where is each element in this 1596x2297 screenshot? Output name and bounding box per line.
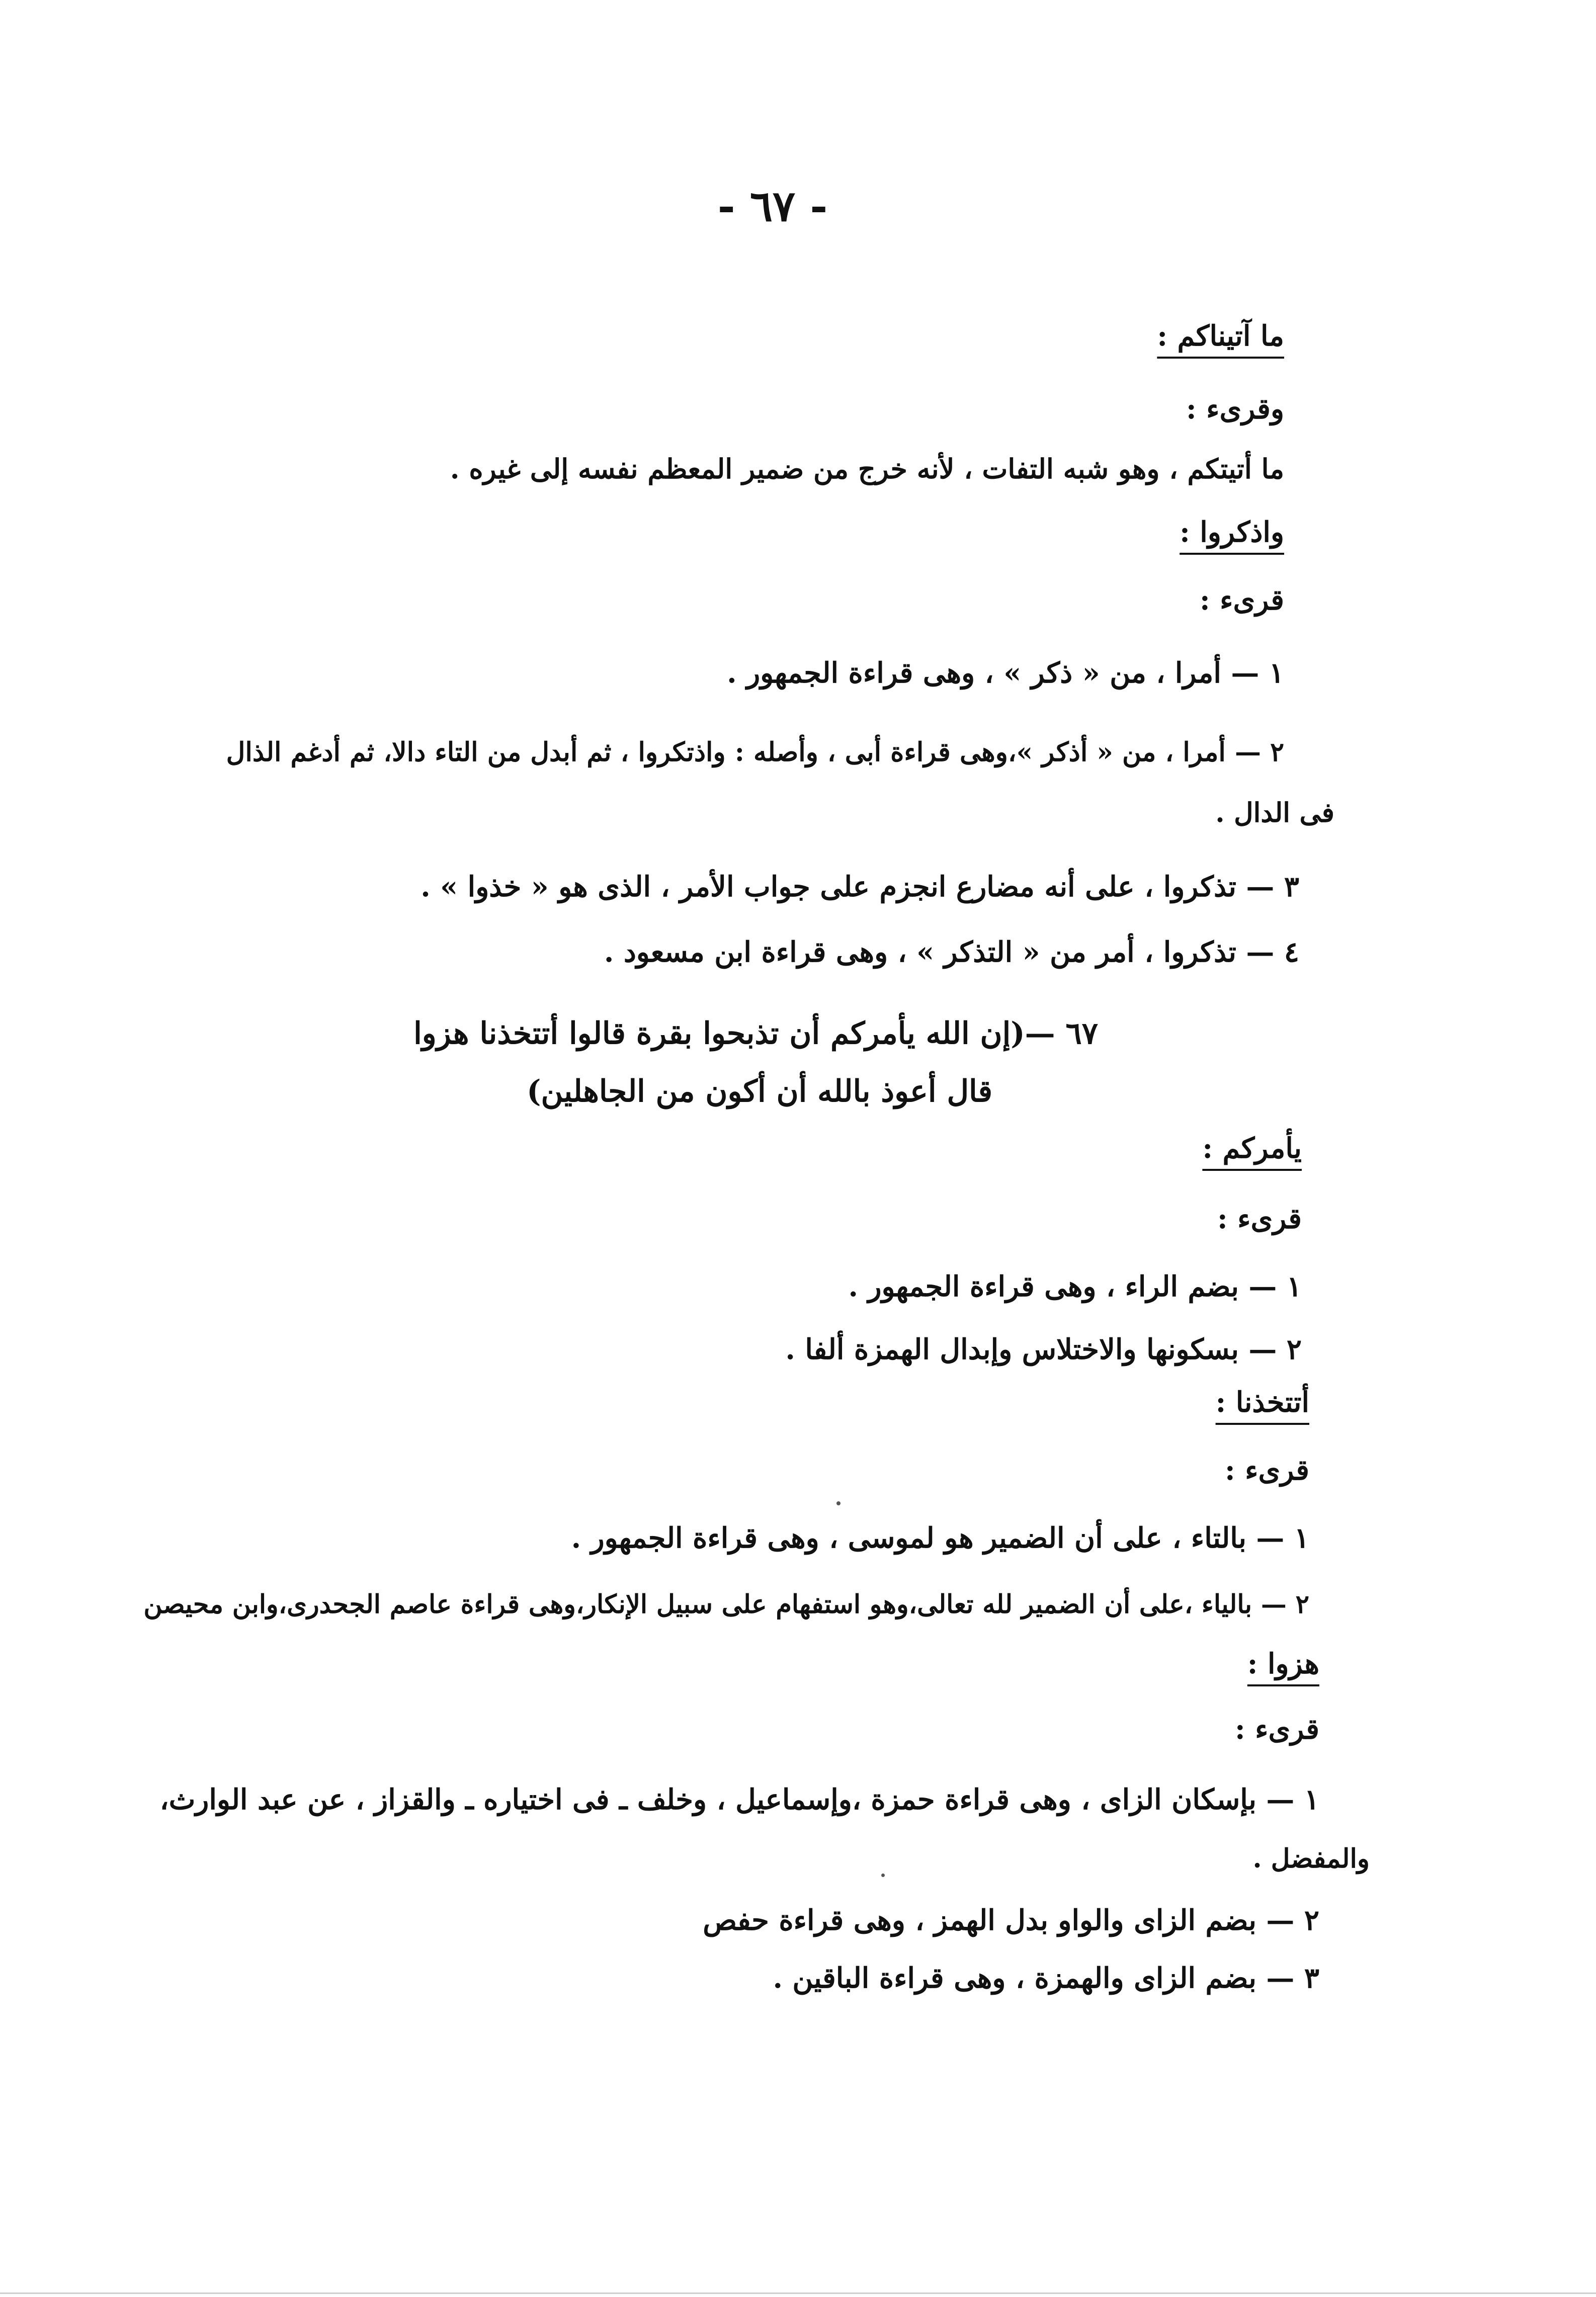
verse-line: قال أعوذ بالله أن أكون من الجاهلين) [527,1074,992,1109]
text-line: ١ — بالتاء ، على أن الضمير هو لموسى ، وهى قراءة الجمهور . [571,1521,1309,1555]
heading-ma-ataynakum: ما آتيناكم : [1157,319,1284,353]
verse-line: ٦٧ —(إن الله يأمركم أن تذبحوا بقرة قالوا أتتخذنا هزوا [413,1016,1098,1051]
text-line: ٢ — بسكونها والاختلاس وإبدال الهمزة ألفا . [785,1333,1302,1366]
text-line: قرىء : [1225,1454,1309,1487]
text-line: ٢ — بالياء ،على أن الضمير لله تعالى،وهو استفهام على سبيل الإنكار،وهى قراءة عاصم الجحدرى،وابن محيصن [143,1589,1309,1620]
text-line: قرىء : [1200,583,1284,617]
heading-wadhkuru: واذكروا : [1180,516,1284,549]
heading-huzuwan: هزوا : [1247,1647,1319,1680]
text-line: قرىء : [1235,1713,1319,1746]
text-line: ٤ — تذكروا ، أمر من « التذكر » ، وهى قراءة ابن مسعود . [604,935,1299,969]
text-line: قرىء : [1217,1202,1302,1235]
heading-atattakhidhuna: أتتخذنا : [1215,1386,1309,1419]
text-line: فى الدال . [1215,797,1334,828]
text-line: ١ — أمرا ، من « ذكر » ، وهى قراءة الجمهور . [727,656,1284,690]
heading-yamurukum: يأمركم : [1202,1132,1302,1165]
scan-speck [881,1874,885,1877]
text-line: ١ — بضم الراء ، وهى قراءة الجمهور . [848,1270,1302,1303]
scan-speck [836,1501,841,1505]
text-line: ٢ — بضم الزاى والواو بدل الهمز ، وهى قراءة حفص [703,1904,1319,1937]
scan-bottom-edge [0,2292,1596,2294]
text-line: ١ — بإسكان الزاى ، وهى قراءة حمزة ،وإسماعيل ، وخلف ـ فى اختياره ـ والقزاز ، عن عبد الوارث، [159,1783,1319,1816]
page-number: - ٦٧ - [717,181,828,231]
text-line: ٢ — أمرا ، من « أذكر »،وهى قراءة أبى ، وأصله : واذتكروا ، ثم أبدل من التاء دالا، ثم أدغم الذال [226,737,1284,768]
text-line: ما أتيتكم ، وهو شبه التفات ، لأنه خرج من ضمير المعظم نفسه إلى غيره . [450,453,1284,485]
text-line: وقرىء : [1186,392,1284,426]
text-line: والمفضل . [1252,1843,1370,1874]
text-line: ٣ — تذكروا ، على أنه مضارع انجزم على جواب الأمر ، الذى هو « خذوا » . [421,870,1299,903]
text-line: ٣ — بضم الزاى والهمزة ، وهى قراءة الباقين . [773,1962,1319,1995]
